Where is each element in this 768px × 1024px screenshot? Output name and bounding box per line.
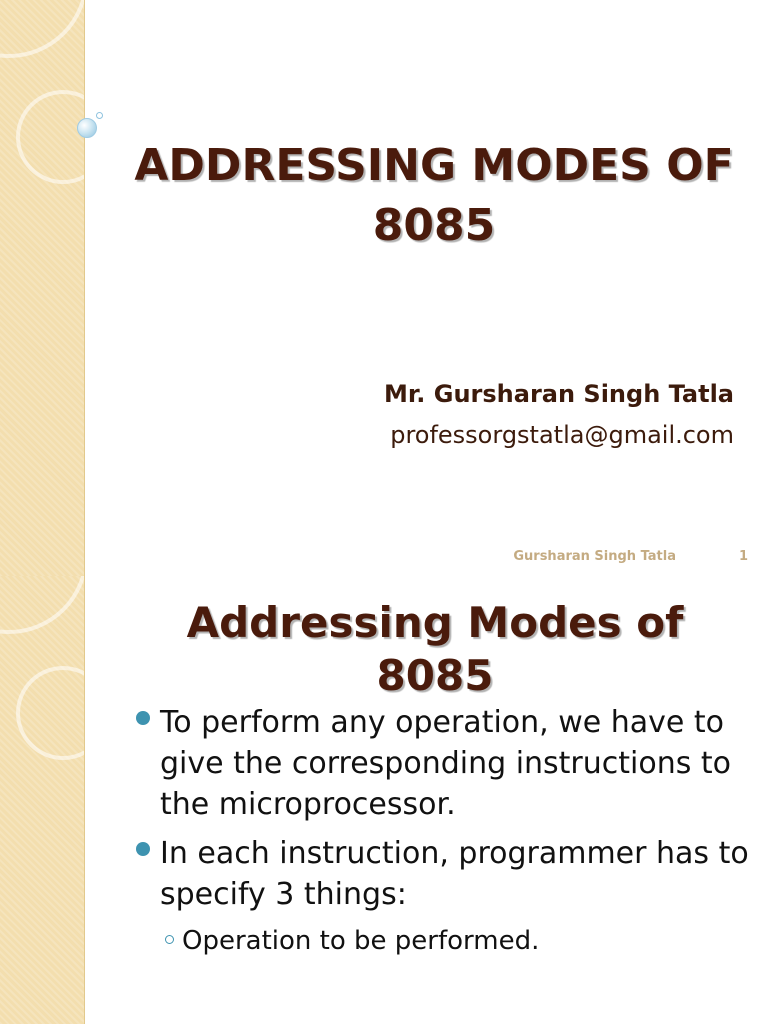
decorative-sidebar <box>0 576 85 1024</box>
sub-bullet-circle-icon <box>165 935 174 944</box>
slide-2 <box>0 576 768 1024</box>
bullet-text: In each instruction, programmer has to specify 3 things: <box>160 836 749 912</box>
slide-title: Addressing Modes of 8085 <box>186 598 684 700</box>
sub-bullet-item <box>132 923 752 959</box>
bullet-text: To perform any operation, we have to give the corresponding instructions to the microprocessor. <box>160 705 732 822</box>
decorative-ring <box>16 666 85 760</box>
author-name: Mr. Gursharan Singh Tatla <box>383 380 734 408</box>
decorative-ring <box>16 90 85 184</box>
bullet-item <box>132 702 752 825</box>
decorative-bubble <box>77 118 97 138</box>
decorative-sidebar <box>0 0 85 576</box>
author-email: professorgstatla@gmail.com <box>390 421 734 449</box>
decorative-dot <box>96 112 103 119</box>
bullet-dot-icon <box>136 842 150 856</box>
bullet-dot-icon <box>136 711 150 725</box>
sub-bullet-text: Operation to be performed. <box>182 926 540 956</box>
slide-title: ADDRESSING MODES OF 8085 <box>134 140 734 251</box>
bullet-list <box>132 702 752 959</box>
bullet-item <box>132 833 752 915</box>
decorative-ring-large <box>0 0 85 58</box>
decorative-ring-large <box>0 576 85 634</box>
slide-number: 1 <box>738 549 748 564</box>
slide-footer: Gursharan Singh Tatla <box>513 549 676 564</box>
